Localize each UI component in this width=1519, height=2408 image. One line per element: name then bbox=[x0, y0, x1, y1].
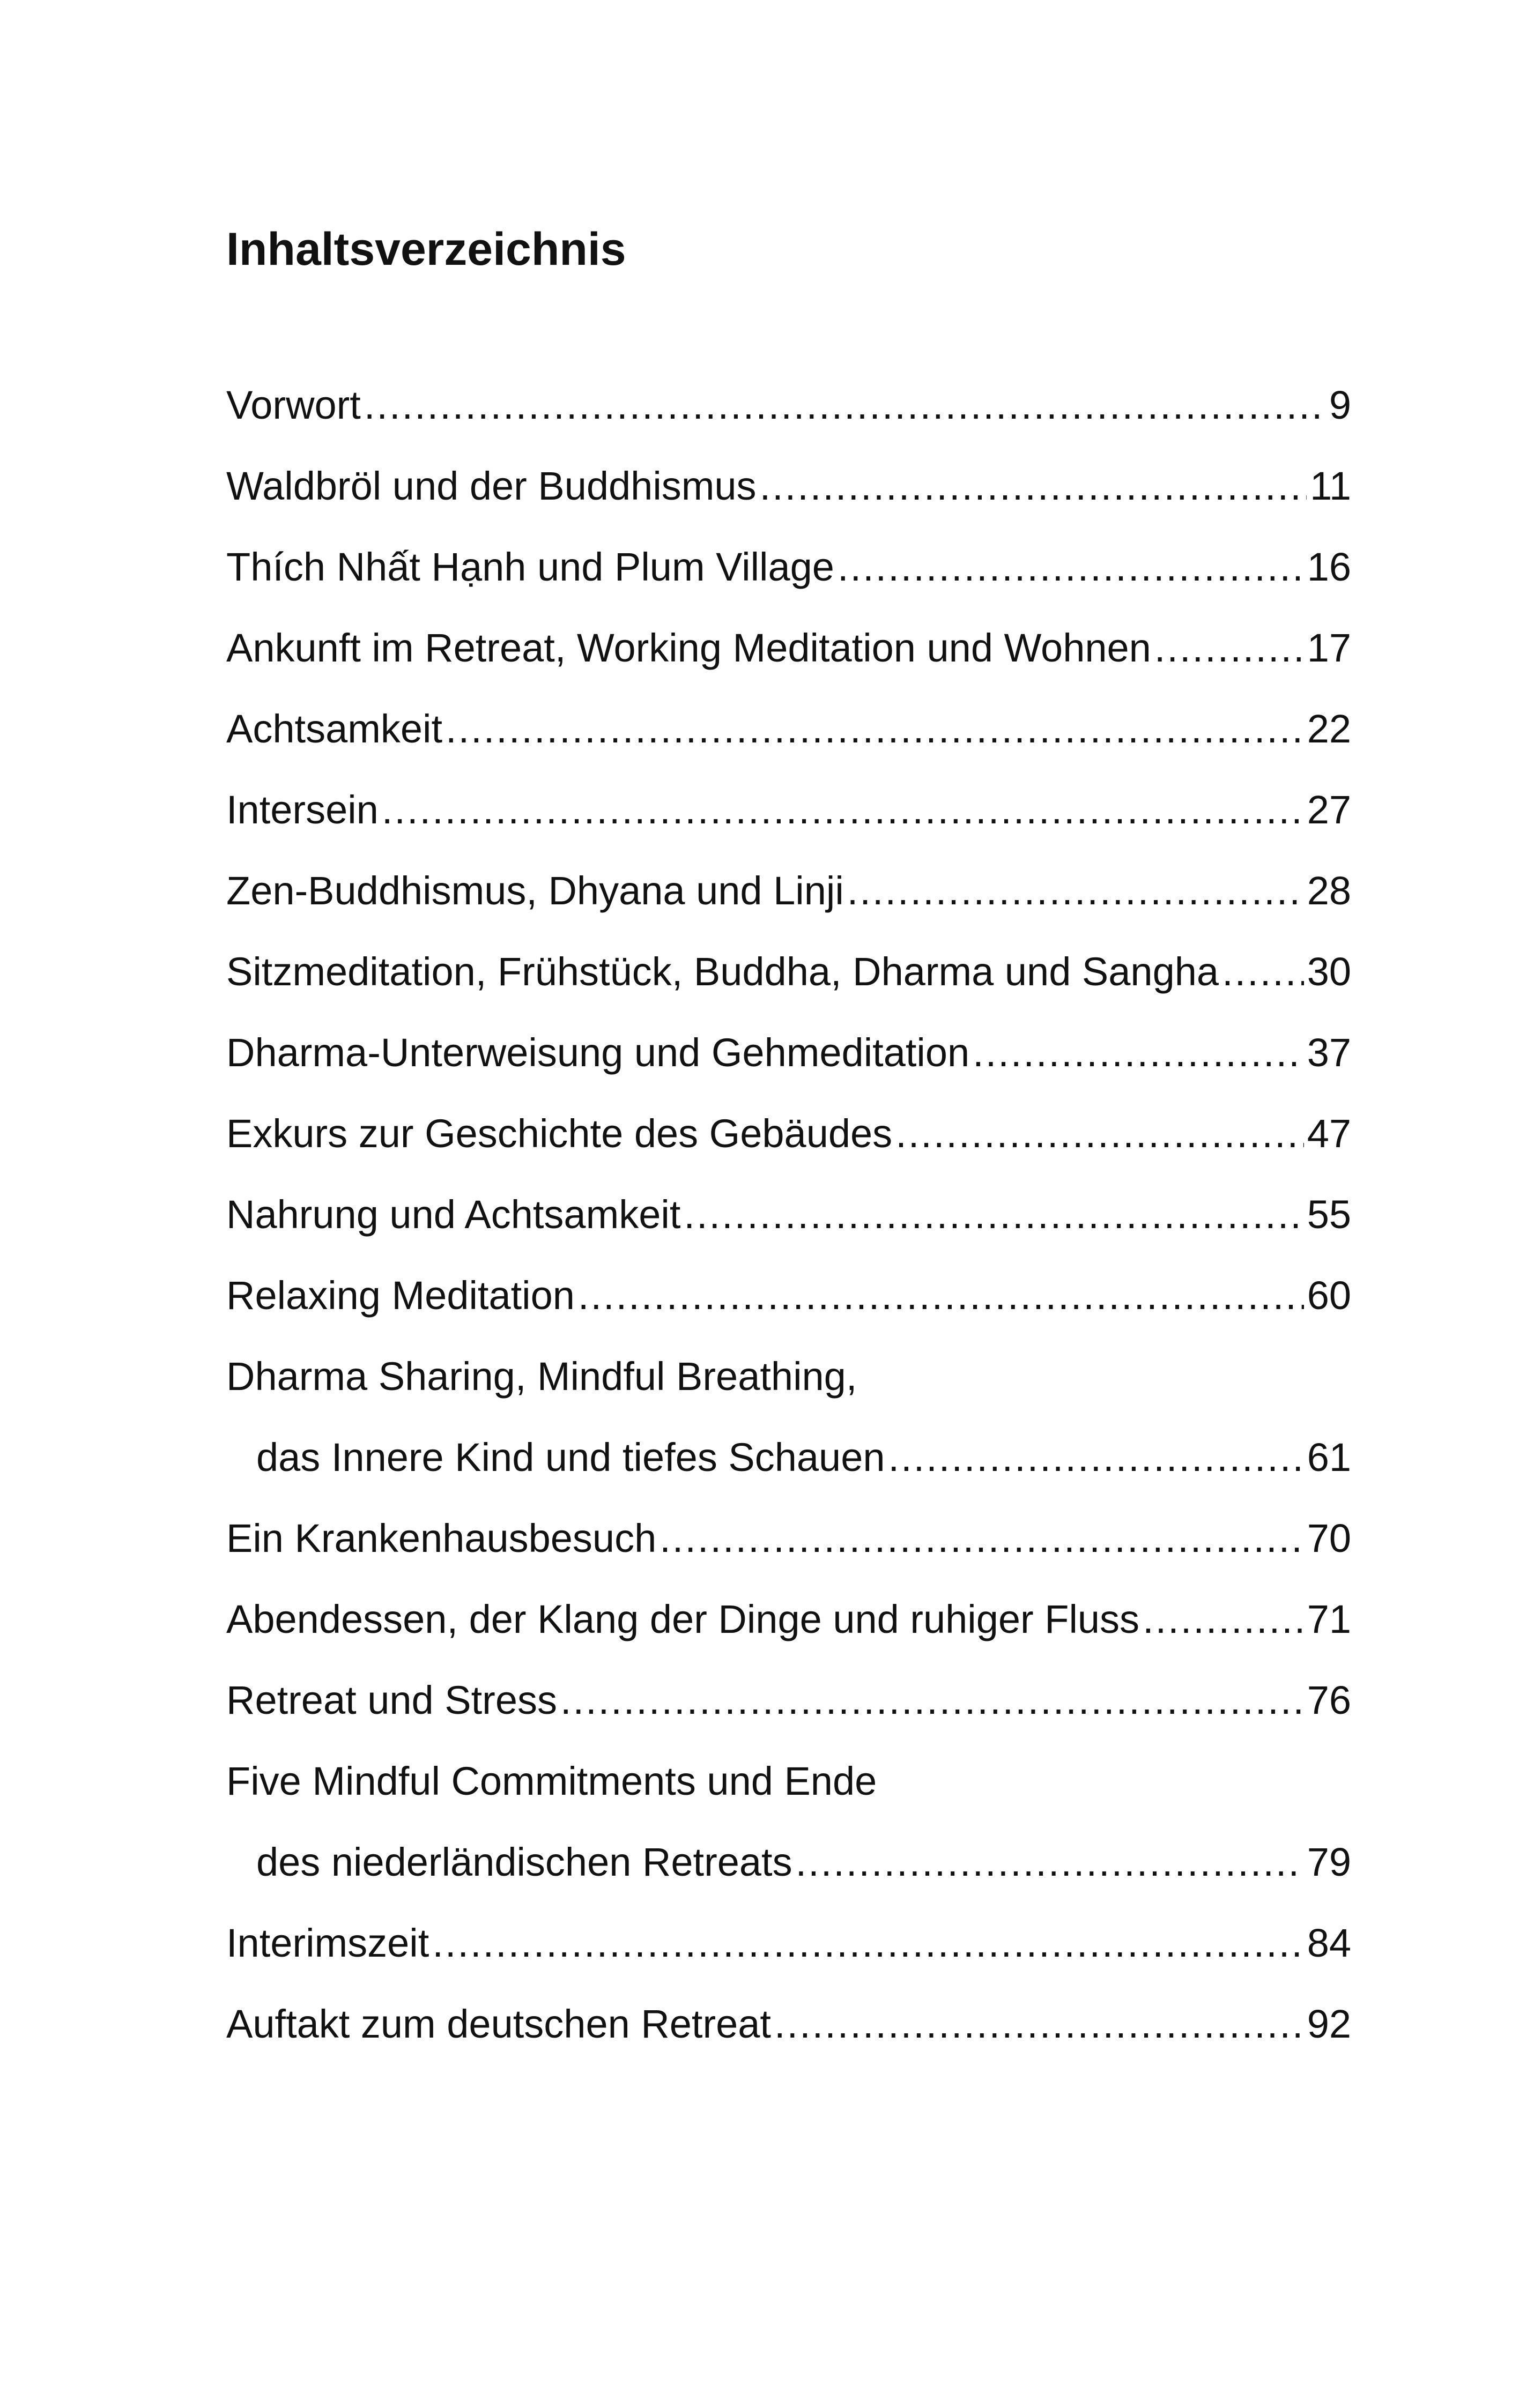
toc-entry bbox=[226, 1579, 1351, 1660]
toc-page-number: 37 bbox=[1307, 1030, 1351, 1075]
toc-entry bbox=[226, 850, 1351, 931]
toc-entry bbox=[226, 931, 1351, 1012]
dot-leader bbox=[1143, 1579, 1304, 1660]
toc-entry bbox=[226, 445, 1351, 526]
toc-entry bbox=[226, 1012, 1351, 1093]
dot-leader bbox=[432, 1902, 1303, 1983]
toc-entry bbox=[226, 365, 1351, 445]
toc-page-number: 17 bbox=[1307, 626, 1351, 670]
toc-entry bbox=[226, 688, 1351, 769]
toc-entry bbox=[226, 526, 1351, 607]
toc-entry-title: Five Mindful Commitments und Ende bbox=[226, 1759, 877, 1803]
toc-entry-title: Dharma-Unterweisung und Gehmeditation bbox=[226, 1030, 970, 1075]
toc-entry-title: Nahrung und Achtsamkeit bbox=[226, 1192, 681, 1237]
toc-page-number: 28 bbox=[1307, 868, 1351, 913]
dot-leader bbox=[578, 1255, 1304, 1336]
dot-leader bbox=[660, 1498, 1303, 1579]
toc-entry bbox=[226, 607, 1351, 688]
page-title: Inhaltsverzeichnis bbox=[226, 224, 626, 275]
table-of-contents bbox=[226, 365, 1351, 2064]
toc-page-number: 79 bbox=[1307, 1840, 1351, 1884]
toc-entry-title: Thích Nhất Hạnh und Plum Village bbox=[226, 545, 834, 589]
dot-leader bbox=[560, 1660, 1304, 1741]
toc-entry bbox=[226, 1660, 1351, 1741]
dot-leader bbox=[838, 526, 1304, 607]
toc-entry-title: Relaxing Meditation bbox=[226, 1273, 575, 1318]
toc-entry bbox=[226, 1902, 1351, 1983]
dot-leader bbox=[1222, 931, 1304, 1012]
dot-leader bbox=[774, 1983, 1304, 2064]
toc-page-number: 61 bbox=[1307, 1435, 1351, 1480]
toc-entry bbox=[226, 1255, 1351, 1336]
toc-entry-title: Exkurs zur Geschichte des Gebäudes bbox=[226, 1111, 893, 1156]
toc-entry-continuation bbox=[226, 1417, 1351, 1498]
toc-entry-title: Retreat und Stress bbox=[226, 1678, 557, 1722]
dot-leader bbox=[684, 1174, 1303, 1255]
toc-page-number: 84 bbox=[1307, 1921, 1351, 1965]
toc-page-number: 55 bbox=[1307, 1192, 1351, 1237]
dot-leader bbox=[847, 850, 1304, 931]
dot-leader bbox=[364, 365, 1326, 445]
toc-entry-title-continued: des niederländischen Retreats bbox=[256, 1840, 792, 1884]
dot-leader bbox=[973, 1012, 1304, 1093]
dot-leader bbox=[1154, 607, 1304, 688]
toc-entry-title: Auftakt zum deutschen Retreat bbox=[226, 2002, 771, 2046]
dot-leader bbox=[760, 445, 1307, 526]
toc-entry-title: Sitzmeditation, Frühstück, Buddha, Dharma und Sangha bbox=[226, 949, 1219, 994]
toc-page-number: 27 bbox=[1307, 787, 1351, 832]
toc-entry bbox=[226, 1983, 1351, 2064]
toc-entry-title: Intersein bbox=[226, 787, 379, 832]
toc-entry-continuation bbox=[226, 1822, 1351, 1902]
toc-entry-title: Zen-Buddhismus, Dhyana und Linji bbox=[226, 868, 844, 913]
dot-leader bbox=[895, 1093, 1304, 1174]
toc-entry-title: Achtsamkeit bbox=[226, 707, 443, 751]
toc-entry-title: Ein Krankenhausbesuch bbox=[226, 1516, 657, 1560]
toc-entry-title: Dharma Sharing, Mindful Breathing, bbox=[226, 1354, 857, 1399]
toc-entry-title: Waldbröl und der Buddhismus bbox=[226, 464, 757, 508]
toc-page-number: 11 bbox=[1310, 464, 1351, 508]
toc-page-number: 76 bbox=[1307, 1678, 1351, 1722]
toc-page-number: 16 bbox=[1307, 545, 1351, 589]
toc-entry-title: Interimszeit bbox=[226, 1921, 429, 1965]
dot-leader bbox=[382, 769, 1304, 850]
dot-leader bbox=[446, 688, 1304, 769]
toc-entry-title: Vorwort bbox=[226, 383, 361, 427]
toc-page-number: 30 bbox=[1307, 949, 1351, 994]
dot-leader bbox=[888, 1417, 1304, 1498]
toc-entry bbox=[226, 769, 1351, 850]
toc-page-number: 22 bbox=[1307, 707, 1351, 751]
toc-entry bbox=[226, 1093, 1351, 1174]
toc-entry-first-line bbox=[226, 1741, 1351, 1822]
toc-page-number: 47 bbox=[1307, 1111, 1351, 1156]
toc-page-number: 71 bbox=[1307, 1597, 1351, 1641]
toc-entry-title: Abendessen, der Klang der Dinge und ruhiger Fluss bbox=[226, 1597, 1140, 1641]
toc-page-number: 70 bbox=[1307, 1516, 1351, 1560]
toc-entry bbox=[226, 1498, 1351, 1579]
toc-entry bbox=[226, 1174, 1351, 1255]
toc-entry-title: Ankunft im Retreat, Working Meditation und Wohnen bbox=[226, 626, 1151, 670]
toc-entry-title-continued: das Innere Kind und tiefes Schauen bbox=[256, 1435, 885, 1480]
toc-page-number: 92 bbox=[1307, 2002, 1351, 2046]
toc-page-number: 60 bbox=[1307, 1273, 1351, 1318]
toc-entry-first-line bbox=[226, 1336, 1351, 1417]
dot-leader bbox=[796, 1822, 1304, 1902]
toc-page-number: 9 bbox=[1329, 383, 1351, 427]
